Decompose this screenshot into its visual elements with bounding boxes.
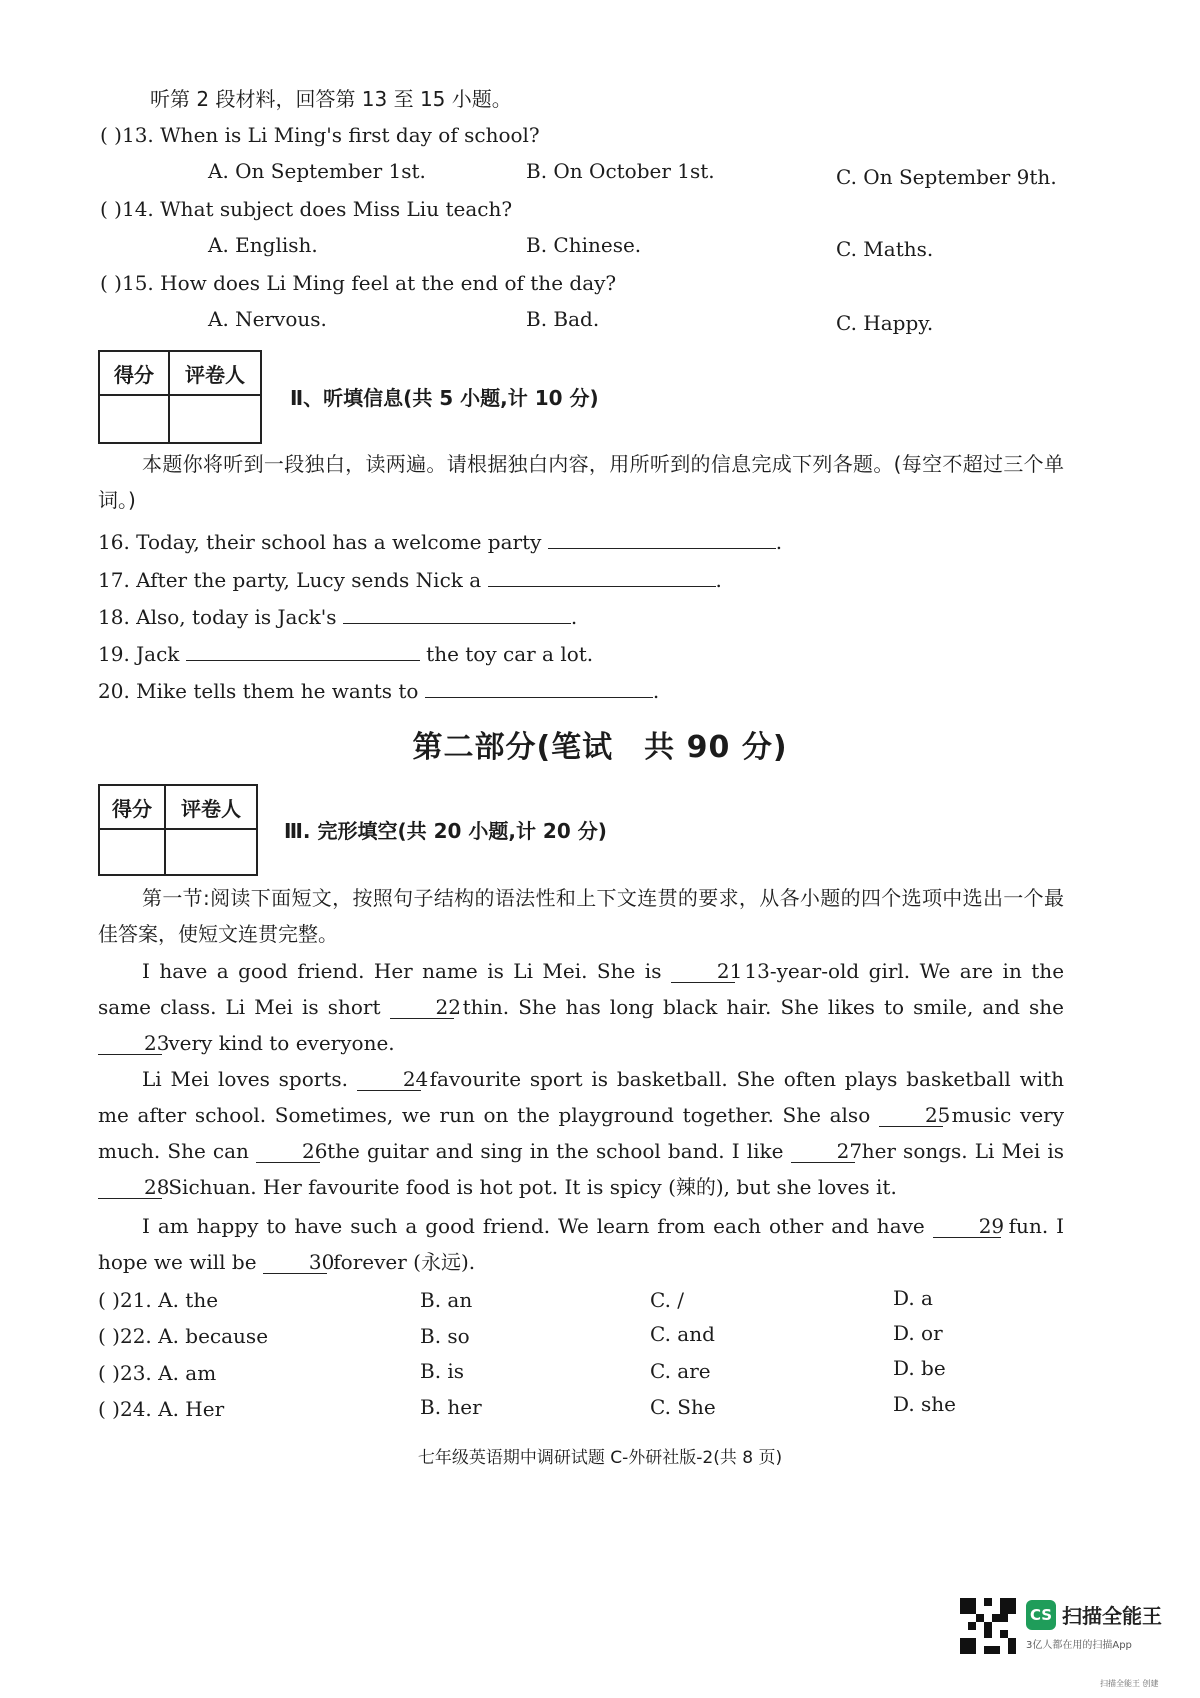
fill-blank-19[interactable] xyxy=(186,640,420,661)
fill-item-16 xyxy=(98,528,782,555)
option-14a: A. English. xyxy=(208,233,318,257)
score-box-2 xyxy=(98,784,258,876)
question-13 xyxy=(100,122,540,148)
score-label: 得分 xyxy=(100,352,170,396)
option-row-22: ( )22. A. because xyxy=(98,1324,269,1348)
fill-item-20 xyxy=(98,677,659,704)
cloze-text: Li Mei loves sports. xyxy=(142,1067,348,1091)
cloze-text: 13-year-old girl. We are in the same class. Li Mei is short xyxy=(98,959,1065,1019)
fill-item-18-text: 18. Also, today is Jack's xyxy=(98,605,337,629)
section-3-title: Ⅲ. 完形填空(共 20 小题,计 20 分) xyxy=(284,819,607,843)
cloze-blank-24[interactable]: 24 xyxy=(357,1068,421,1091)
fill-blank-20[interactable] xyxy=(425,677,653,698)
cloze-text: thin. She has long black hair. She likes to smile, and she xyxy=(462,995,1065,1019)
score-cell[interactable] xyxy=(100,830,166,874)
cloze-blank-30[interactable]: 30 xyxy=(263,1251,327,1274)
cloze-text: I am happy to have such a good friend. We learn from each other and have xyxy=(142,1214,925,1238)
option-row-21: ( )21. A. the xyxy=(98,1288,219,1312)
cloze-blank-26[interactable]: 26 xyxy=(256,1140,320,1163)
option-22b: B. so xyxy=(420,1324,470,1348)
fill-item-20-text: 20. Mike tells them he wants to xyxy=(98,679,419,703)
score-box-1 xyxy=(98,350,262,444)
grader-cell[interactable] xyxy=(166,830,256,874)
cloze-paragraph-1 xyxy=(98,953,1064,1061)
option-24d: D. she xyxy=(893,1392,957,1416)
grader-label: 评卷人 xyxy=(170,352,260,396)
listening-intro-2: 听第 2 段材料，回答第 13 至 15 小题。 xyxy=(150,87,512,111)
cloze-text: the guitar and sing in the school band. I like xyxy=(327,1139,784,1163)
fill-blank-16[interactable] xyxy=(548,528,776,549)
fill-item-18-end: . xyxy=(570,605,578,629)
cloze-text: very kind to everyone. xyxy=(168,1031,395,1055)
option-row-24: ( )24. A. Her xyxy=(98,1397,225,1421)
option-13b: B. On October 1st. xyxy=(526,159,715,183)
cloze-blank-25[interactable]: 25 xyxy=(879,1104,943,1127)
fill-blank-18[interactable] xyxy=(343,603,571,624)
question-15: ( )15. How does Li Ming feel at the end of the day? xyxy=(100,271,617,295)
cloze-text: music very much. She can xyxy=(98,1103,1065,1163)
fill-item-17-text: 17. After the party, Lucy sends Nick a xyxy=(98,568,482,592)
cloze-blank-22[interactable]: 22 xyxy=(390,996,454,1019)
fill-item-19-text: 19. Jack xyxy=(98,642,180,666)
section-2-title: Ⅱ、听填信息(共 5 小题,计 10 分) xyxy=(290,386,599,410)
cloze-blank-23[interactable]: 23 xyxy=(98,1032,162,1055)
fill-item-18 xyxy=(98,603,577,630)
option-13a: A. On September 1st. xyxy=(208,159,426,183)
cloze-paragraph-3 xyxy=(98,1208,1064,1280)
part-2-title: 第二部分(笔试 共 90 分) xyxy=(412,730,788,765)
option-22c: C. and xyxy=(650,1322,715,1346)
option-24b: B. her xyxy=(420,1395,482,1419)
option-21d: D. a xyxy=(893,1286,933,1310)
score-label: 得分 xyxy=(100,786,166,830)
fill-item-16-end: . xyxy=(775,530,783,554)
fill-item-19 xyxy=(98,640,593,667)
fill-blank-17[interactable] xyxy=(488,566,716,587)
option-23c: C. are xyxy=(650,1359,711,1383)
cloze-text: I have a good friend. Her name is Li Mei. She is xyxy=(142,959,662,983)
cloze-paragraph-2 xyxy=(98,1061,1064,1205)
section-3-instruction: 第一节:阅读下面短文，按照句子结构的语法性和上下文连贯的要求，从各小题的四个选项中选出一个最佳答案，使短文连贯完整。 xyxy=(98,886,1064,946)
score-cell[interactable] xyxy=(100,396,170,442)
option-21c: C. / xyxy=(650,1288,685,1312)
camscanner-logo-icon: CS xyxy=(1026,1600,1056,1630)
option-15a: A. Nervous. xyxy=(208,307,327,331)
cloze-blank-29[interactable]: 29 xyxy=(933,1215,1001,1238)
cloze-text: favourite sport is basketball. She often plays basketball with me after school. Sometimes, we run on the playground together. She also xyxy=(98,1067,1065,1127)
cloze-text: forever (永远). xyxy=(333,1250,476,1274)
section-2-instruction: 本题你将听到一段独白，读两遍。请根据独白内容，用所听到的信息完成下列各题。(每空不超过三个单词。) xyxy=(98,452,1064,512)
grader-cell[interactable] xyxy=(170,396,260,442)
fill-item-19-end: the toy car a lot. xyxy=(426,642,594,666)
fill-item-17 xyxy=(98,566,722,593)
question-14: ( )14. What subject does Miss Liu teach? xyxy=(100,197,513,221)
option-23d: D. be xyxy=(893,1356,946,1380)
option-14c: C. Maths. xyxy=(836,237,934,261)
grader-label: 评卷人 xyxy=(166,786,256,830)
option-14b: B. Chinese. xyxy=(526,233,642,257)
watermark-brand: 扫描全能王 xyxy=(1062,1604,1162,1628)
watermark-slogan: 3亿人都在用的扫描App xyxy=(1026,1640,1132,1651)
cloze-text: Sichuan. Her favourite food is hot pot. It is spicy (辣的), but she loves it. xyxy=(168,1175,897,1199)
fill-item-17-end: . xyxy=(715,568,722,592)
option-22d: D. or xyxy=(893,1321,943,1345)
option-23b: B. is xyxy=(420,1359,465,1383)
option-row-23: ( )23. A. am xyxy=(98,1361,217,1385)
option-15b: B. Bad. xyxy=(526,307,600,331)
option-24c: C. She xyxy=(650,1395,716,1419)
watermark-corner: 扫描全能王 创建 xyxy=(1100,1679,1159,1688)
cloze-blank-21[interactable]: 21 xyxy=(671,960,735,983)
option-21b: B. an xyxy=(420,1288,473,1312)
cloze-blank-28[interactable]: 28 xyxy=(98,1176,162,1199)
qr-code-icon xyxy=(960,1598,1016,1654)
cloze-text: her songs. Li Mei is xyxy=(861,1139,1064,1163)
page-footer: 七年级英语期中调研试题 C-外研社版-2(共 8 页) xyxy=(417,1448,783,1468)
fill-item-16-text: 16. Today, their school has a welcome party xyxy=(98,530,542,554)
question-13-text: ( )13. When is Li Ming's first day of school? xyxy=(100,123,540,147)
fill-item-20-end: . xyxy=(652,679,660,703)
cloze-text: fun. I hope we will be xyxy=(98,1214,1065,1274)
cloze-blank-27[interactable]: 27 xyxy=(791,1140,855,1163)
option-15c: C. Happy. xyxy=(836,311,934,335)
option-13c: C. On September 9th. xyxy=(836,165,1057,189)
